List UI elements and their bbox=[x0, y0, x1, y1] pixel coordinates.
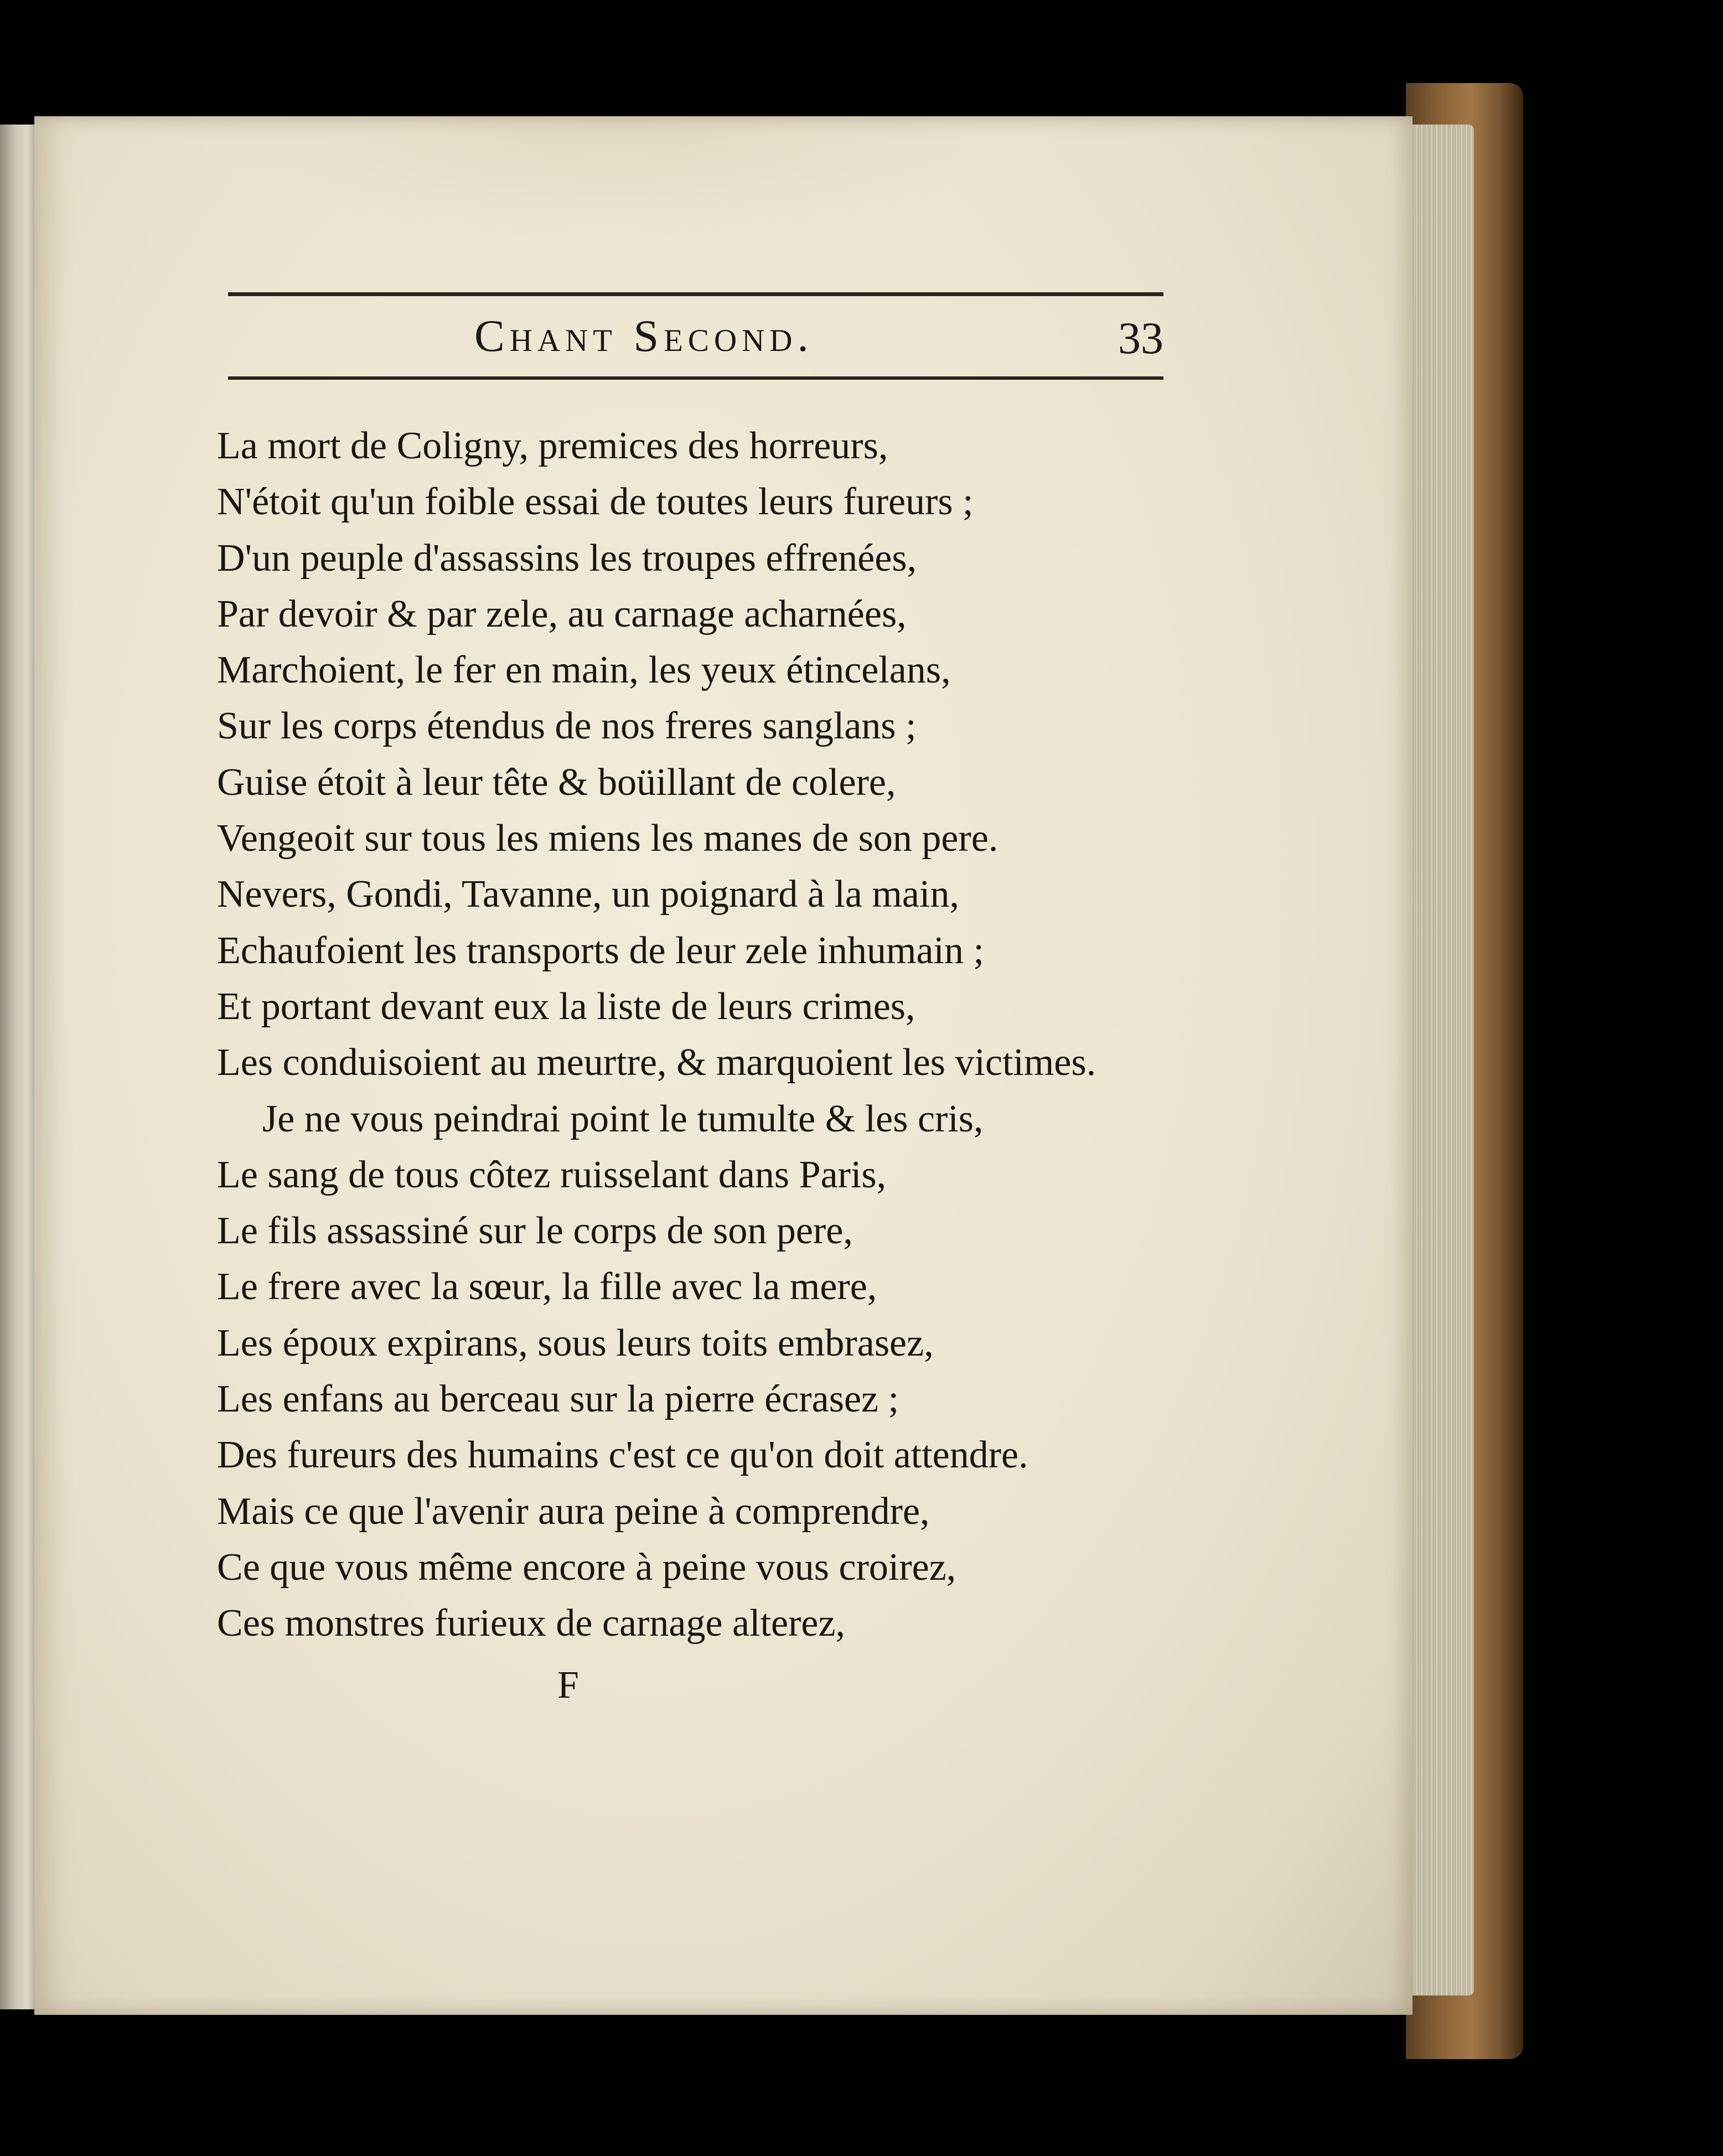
running-head bbox=[228, 304, 1163, 371]
verse-line: Les époux expirans, sous leurs toits embrasez, bbox=[217, 1321, 934, 1364]
verse-line: N'étoit qu'un foible essai de toutes leurs fureurs ; bbox=[217, 480, 974, 524]
verse-line: Guise étoit à leur tête & boüillant de colere, bbox=[217, 761, 896, 804]
facing-page-edge bbox=[0, 125, 34, 2009]
paper-stain bbox=[200, 116, 1031, 244]
verse-line: Les conduisoient au meurtre, & marquoient les victimes. bbox=[217, 1041, 1096, 1084]
verse-line: Echaufoient les transports de leur zele inhumain ; bbox=[217, 929, 984, 972]
verse-line: Le fils assassiné sur le corps de son pere, bbox=[217, 1209, 853, 1253]
verse-line: Les enfans au berceau sur la pierre écrasez ; bbox=[217, 1378, 899, 1421]
book-page bbox=[34, 116, 1412, 2015]
verse-line: Marchoient, le fer en main, les yeux étincelans, bbox=[217, 649, 951, 692]
verse-line: Le sang de tous côtez ruisselant dans Paris, bbox=[217, 1153, 887, 1196]
verse-line: Des fureurs des humains c'est ce qu'on doit attendre. bbox=[217, 1434, 1028, 1477]
verse-line: D'un peuple d'assassins les troupes effrenées, bbox=[217, 536, 917, 580]
verse-line: Mais ce que l'avenir aura peine à comprendre, bbox=[217, 1490, 930, 1533]
header-rule-bottom bbox=[228, 376, 1163, 380]
verse-text bbox=[217, 418, 1186, 1652]
verse-line: Ce que vous même encore à peine vous croirez, bbox=[217, 1545, 956, 1589]
verse-line: Je ne vous peindrai point le tumulte & les cris, bbox=[262, 1097, 984, 1140]
verse-line: Nevers, Gondi, Tavanne, un poignard à la main, bbox=[217, 873, 959, 916]
verse-line: Sur les corps étendus de nos freres sanglans ; bbox=[217, 705, 917, 748]
verse-line: Ces monstres furieux de carnage alterez, bbox=[217, 1602, 846, 1645]
signature-mark: F bbox=[557, 1664, 579, 1707]
verse-line: La mort de Coligny, premices des horreurs, bbox=[217, 425, 888, 467]
chapter-title: Chant Second. bbox=[474, 311, 814, 361]
verse-line: Vengeoit sur tous les miens les manes de son pere. bbox=[217, 817, 998, 860]
page-number: 33 bbox=[1118, 313, 1163, 363]
header-rule-top bbox=[228, 292, 1163, 296]
page-block-edges bbox=[1409, 125, 1474, 1995]
verse-line: Le frere avec la sœur, la fille avec la mere, bbox=[217, 1265, 877, 1309]
verse-line: Et portant devant eux la liste de leurs crimes, bbox=[217, 985, 915, 1028]
verse-line: Par devoir & par zele, au carnage acharnées, bbox=[217, 592, 907, 635]
